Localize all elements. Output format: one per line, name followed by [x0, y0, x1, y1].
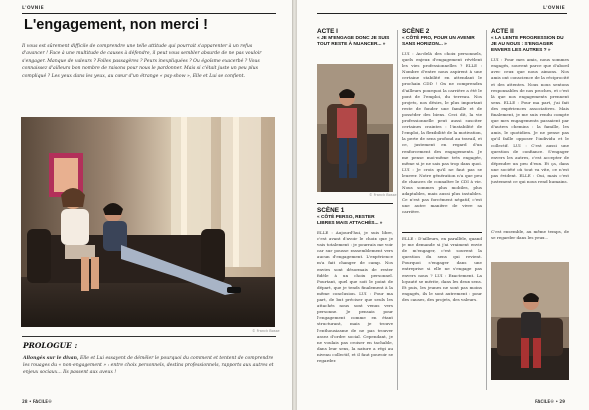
scene-1-subtitle: « CÔTÉ PERSO, RESTER LIBRES MAIS ATTACHÉS... » [317, 214, 383, 226]
prologue-body: Elle et Lui essayent de démêler le pourquoi du comment et tentent de comprendre les rouages du « non-engagement » : entre choix personnels, destins professionnels, rapports aux autres et enjeux sociaux... Ils passent aux aveux ! [23, 356, 274, 376]
photo-credit-left: © Franck Bosse [252, 329, 280, 333]
acte-2-heading: ACTE II [491, 28, 514, 35]
folio-left: 28 • FACILE® [22, 399, 52, 404]
prologue-rule [22, 336, 276, 337]
acte-1-subtitle: « JE M'ENGAGE DONC JE SUIS TOUT RESTE À NUANCER... » [317, 35, 390, 47]
column-acte-2 [491, 28, 569, 241]
scene-2-text-continued: ELLE : D'ailleurs, en parallèle, quand je me demande si j'ai vraiment envie de m'engager, c'est souvent la question du sens qui revient. Pourquoi s'engager dans une entreprise si elle ne s'engage pas envers nous ? LUI : Exactement. La loyauté se mérite, dans les deux sens. Et puis, les jeunes ne sont pas moins engagés, ils le sont autrement : pour des causes, des projets, des valeurs. [402, 236, 482, 302]
scene-2-subtitle: « CÔTÉ PRO, POUR UN AVENIR SANS HORIZON... » [402, 35, 475, 47]
header-rule-right [317, 13, 567, 14]
scene-2-rule [402, 232, 482, 233]
column-divider-2 [486, 30, 487, 390]
header-rule-left [22, 13, 276, 14]
column-scene-1 [317, 203, 393, 390]
photo-credit-right: © Franck Bosse [369, 193, 397, 197]
prologue-text [23, 355, 275, 377]
man-on-chair-illustration [317, 64, 393, 192]
running-head-right: L'OVNIE [542, 6, 565, 11]
scene-2-heading: SCÈNE 2 [402, 28, 430, 35]
prologue-heading: PROLOGUE : [23, 341, 78, 350]
running-head-left: L'OVNIE [22, 6, 45, 11]
scene-1-heading: SCÈNE 1 [317, 207, 345, 214]
man-on-chair-photo [317, 64, 393, 192]
article-title: L'engagement, non merci ! [24, 17, 208, 33]
scene-2-text: LUI : Au-delà des choix personnels, quels enjeux d'engagement révèlent les vies professionnelles ? ELLE : Nombre d'entre nous aspirent à une certaine stabilité en attendant le prochain CDD ! On ne comprendra d'ailleurs pourquoi la carrière a été le pont de l'emploi, du terreau. Nos projets, nos désirs, le plus important reste de fonder une famille et de posséder des biens. Ceci dit, la vie professionnelle peut aussi susciter certaines craintes : l'instabilité de l'emploi, la flexibilité de la motivation, la perte de sens profond au travail, et ce, justement en regard d'un renforcement des engagements. Je me pense moi-même très engagée, même si je ne sais pas trop dans quoi. LUI : Je crois qu'il ne faut pas se leurrer. Notre génération n'a que peu de chances de connaître le CDI à vie. Nous sommes plus mobiles, plus adaptables, mais aussi plus instables. Ce n'est pas forcément négatif, c'est une autre manière de vivre sa carrière. [402, 51, 482, 215]
prologue-lead: Allongés sur le divan, [23, 356, 79, 361]
acte-2-text: LUI : Pour mes amis, nous sommes engagés, souvent parce que d'abord avec ceux que nous aimons. Nos amis ont conscience de la réciprocité et des attentes. Nous nous sentons responsables de nos proches, et c'est là que nos engagements prennent sens. ELLE : Pour ma part, j'ai fait des expériences associatives. Mais finalement, je me suis rendu compte que mes engagements passaient par d'autres chemins : la famille, les amis, le quotidien. Je ne pense pas qu'il faille opposer l'individu et le collectif. LUI : C'est aussi une question de confiance. S'engager envers les autres, c'est accepter de dépendre un peu d'eux. Et ça, dans une société où tout va vite, ce n'est pas évident. ELLE : Oui, mais c'est justement ce qui nous rend humains. [491, 57, 569, 185]
man-with-cup-illustration [491, 262, 569, 380]
scene-1-text: ELLE : Aujourd'hui, je suis libre, c'est avant d'avoir le choix que je vais totalement : je pourrais me voir car sur pousse rassemblement vers aucun d'engagement. L'expérience m'a fait changer de camp. Nos envies sont désormais de rester fidèle à un choix personnel. Pourtant, quel que soit le point de départ, que je tends finalement à la même conclusion. LUI : Pour ma part, de but préciser que seuls les attachés nous sont venus vers personne. Je pensais pour l'engagement comme en étant structurant, mais je trouve l'enthousiasme de ne pas trouver assez d'ordre social. Cependant, je ne voulais pas croiser en tachable, dans leur sens, la nature a régi au niveau collectif, et il faut pouvoir se regarder. [317, 230, 393, 363]
column-scene-2 [402, 28, 482, 386]
couple-photo [21, 117, 275, 327]
intro-paragraph: Il vous est sûrement difficile de comprendre une telle attitude qui pourrait s'apparenter à un refus d'avancer ! Face à une multitude de causes à défendre, il peut vous sembler absurde de ne pas vouloir s'engager. Manque de valeurs ? Folles passagères ? Peurs inexpliquées ? Ou égoïsme exacerbé ? Vous connaissez d'ailleurs bon nombre de raisons pour nous le pardonner. Mais si c'était juste un peu plus compliqué ? Les yeux dans les yeux, au cœur d'un étrange « psy-show », Elle et Lui se confient. [22, 44, 262, 79]
folio-right: FACILE® • 29 [535, 399, 565, 404]
column-divider-1 [397, 30, 398, 390]
man-with-cup-photo [491, 262, 569, 380]
acte-1-heading: ACTE I [317, 28, 338, 35]
left-page [0, 0, 292, 410]
column-acte-1 [317, 28, 393, 51]
acte-2-subtitle: « LA LENTE PROGRESSION DU JE AU NOUS : S'ENGAGER ENVERS LES AUTRES ? » [491, 35, 564, 53]
couple-photo-illustration [21, 117, 275, 327]
acte-2-text-continued: C'est ensemble, au même temps, de se regarder dans les yeux... [491, 229, 569, 241]
scene-1-rule [317, 203, 393, 204]
right-page [297, 0, 589, 410]
